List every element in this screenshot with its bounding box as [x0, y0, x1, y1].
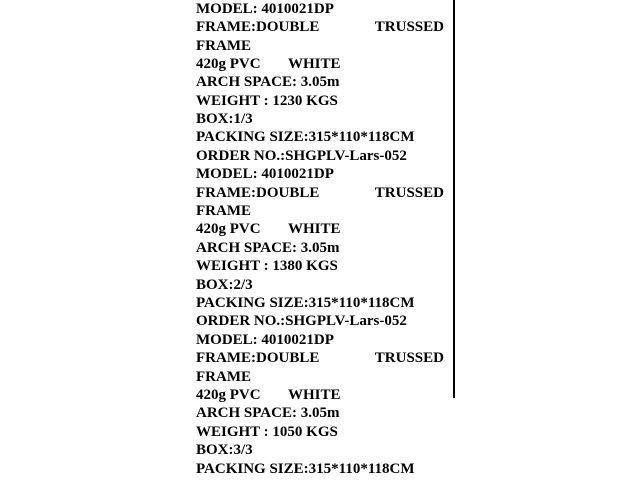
frame-line [196, 18, 444, 36]
arch-space-line: ARCH SPACE: 3.05m [196, 405, 340, 421]
vertical-divider [453, 0, 455, 398]
model-line: MODEL: 4010021DP [196, 332, 334, 348]
frame-word: FRAME [196, 369, 251, 385]
packing-size-line: PACKING SIZE:315*110*118CM [196, 129, 415, 145]
material: 420g PVC [196, 221, 261, 237]
order-number-line: ORDER NO.:SHGPLV-Lars-052 [196, 313, 407, 329]
frame-type: FRAME:DOUBLE [196, 185, 320, 201]
frame-line [196, 349, 444, 367]
frame-word: FRAME [196, 203, 251, 219]
box-count-line: BOX:1/3 [196, 111, 253, 127]
model-line: MODEL: 4010021DP [196, 166, 334, 182]
material-line [196, 220, 341, 238]
color: WHITE [288, 56, 341, 72]
shipping-label-list [196, 0, 448, 480]
box-count-line: BOX:2/3 [196, 277, 253, 293]
packing-size-line: PACKING SIZE:315*110*118CM [196, 461, 415, 477]
frame-style: TRUSSED [374, 350, 444, 366]
color: WHITE [288, 387, 341, 403]
arch-space-line: ARCH SPACE: 3.05m [196, 74, 340, 90]
frame-type: FRAME:DOUBLE [196, 19, 320, 35]
model-line: MODEL: 4010021DP [196, 1, 334, 17]
weight-line: WEIGHT : 1050 KGS [196, 424, 338, 440]
color: WHITE [288, 221, 341, 237]
weight-line: WEIGHT : 1230 KGS [196, 93, 338, 109]
material-line [196, 55, 341, 73]
frame-type: FRAME:DOUBLE [196, 350, 320, 366]
box-count-line: BOX:3/3 [196, 442, 253, 458]
frame-line [196, 184, 444, 202]
frame-word: FRAME [196, 38, 251, 54]
material: 420g PVC [196, 387, 261, 403]
order-number-line: ORDER NO.:SHGPLV-Lars-052 [196, 148, 407, 164]
frame-style: TRUSSED [374, 19, 444, 35]
arch-space-line: ARCH SPACE: 3.05m [196, 240, 340, 256]
weight-line: WEIGHT : 1380 KGS [196, 258, 338, 274]
packing-size-line: PACKING SIZE:315*110*118CM [196, 295, 415, 311]
frame-style: TRUSSED [374, 185, 444, 201]
material: 420g PVC [196, 56, 261, 72]
material-line [196, 386, 341, 404]
